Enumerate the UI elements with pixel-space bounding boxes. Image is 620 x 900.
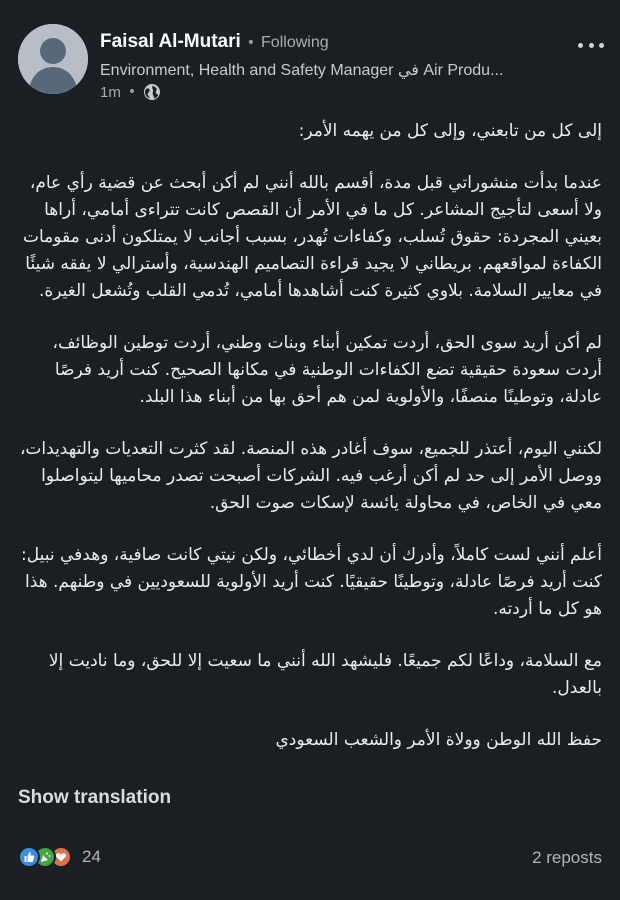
reactions-summary[interactable] bbox=[18, 846, 101, 868]
avatar[interactable] bbox=[18, 24, 88, 94]
show-translation-button[interactable]: Show translation bbox=[18, 787, 172, 808]
post-paragraph: مع السلامة، وداعًا لكم جميعًا. فليشهد الله أنني ما سعيت إلا للحق، وما ناديت إلا بالعدل. bbox=[48, 651, 602, 698]
meta-separator-dot: • bbox=[127, 84, 137, 100]
reposts-count[interactable]: 2 reposts bbox=[532, 848, 602, 867]
post-paragraph: عندما بدأت منشوراتي قبل مدة، أقسم بالله أنني لم أكن أبحث عن قضية رأي عام، ولا أسعى لتأجيج المشاعر. كل ما في الأمر أن القصص كانت تتراءى أمامي، أراها بعيني المجردة: حقوق تُسلب، وكفاءات تُهدر، بسبب أجانب لا يمتلكون أدنى مقومات الكفاءة لمواقعهم. بريطاني لا يجيد قراءة التصاميم الهندسية، وأسترالي لا يفقه شيئًا في معايير السلامة. بلاوي كثيرة كنت أشاهدها أمامي، تُدمي القلب وتُشعل الغيرة. bbox=[22, 173, 602, 301]
post-paragraph: إلى كل من تابعني، وإلى كل من يهمه الأمر: bbox=[298, 121, 602, 141]
post-paragraph: لكنني اليوم، أعتذر للجميع، سوف أغادر هذه المنصة. لقد كثرت التعديات والتهديدات، ووصل الأمر إلى حد لم أكن أرغب فيه. الشركات أصبحت تصدر محاميها ليتواصلوا معي في الخاص، في محاولة يائسة لإسكات صوت الحق. bbox=[19, 439, 602, 513]
more-options-icon[interactable] bbox=[578, 40, 604, 50]
post-time: 1m bbox=[100, 83, 121, 101]
reaction-count: 24 bbox=[82, 847, 101, 866]
follow-status: Following bbox=[261, 34, 329, 51]
like-icon bbox=[18, 846, 40, 868]
globe-icon bbox=[143, 83, 161, 101]
post-body bbox=[18, 118, 602, 779]
post-paragraph: لم أكن أريد سوى الحق، أردت تمكين أبناء وبنات وطني، أردت توطين الوظائف، أردت سعودة حقيقية تضع الكفاءات الوطنية في مكانها الصحيح. كنت أريد فرصًا عادلة، وتوطينًا منصفًا، والأولوية لمن هم أحق بها من أبناء هذا البلد. bbox=[52, 333, 602, 407]
post-paragraph: أعلم أنني لست كاملاً، وأدرك أن لدي أخطائي، ولكن نيتي كانت صافية، وهدفي نبيل: كنت أريد فرصًا عادلة، وتوطينًا حقيقيًا. كنت أريد الأولوية للسعوديين في وطنهم. هذا هو كل ما أردته. bbox=[21, 545, 602, 619]
author-headline: Environment, Health and Safety Manager في Air Produ... bbox=[100, 62, 504, 79]
post-meta bbox=[100, 83, 161, 101]
person-silhouette-icon bbox=[18, 24, 88, 94]
post-paragraph: حفظ الله الوطن وولاة الأمر والشعب السعودي bbox=[275, 730, 602, 750]
author-name-row bbox=[100, 31, 530, 53]
separator-dot: • bbox=[246, 35, 256, 51]
author-name[interactable]: Faisal Al-Mutari bbox=[100, 31, 241, 52]
